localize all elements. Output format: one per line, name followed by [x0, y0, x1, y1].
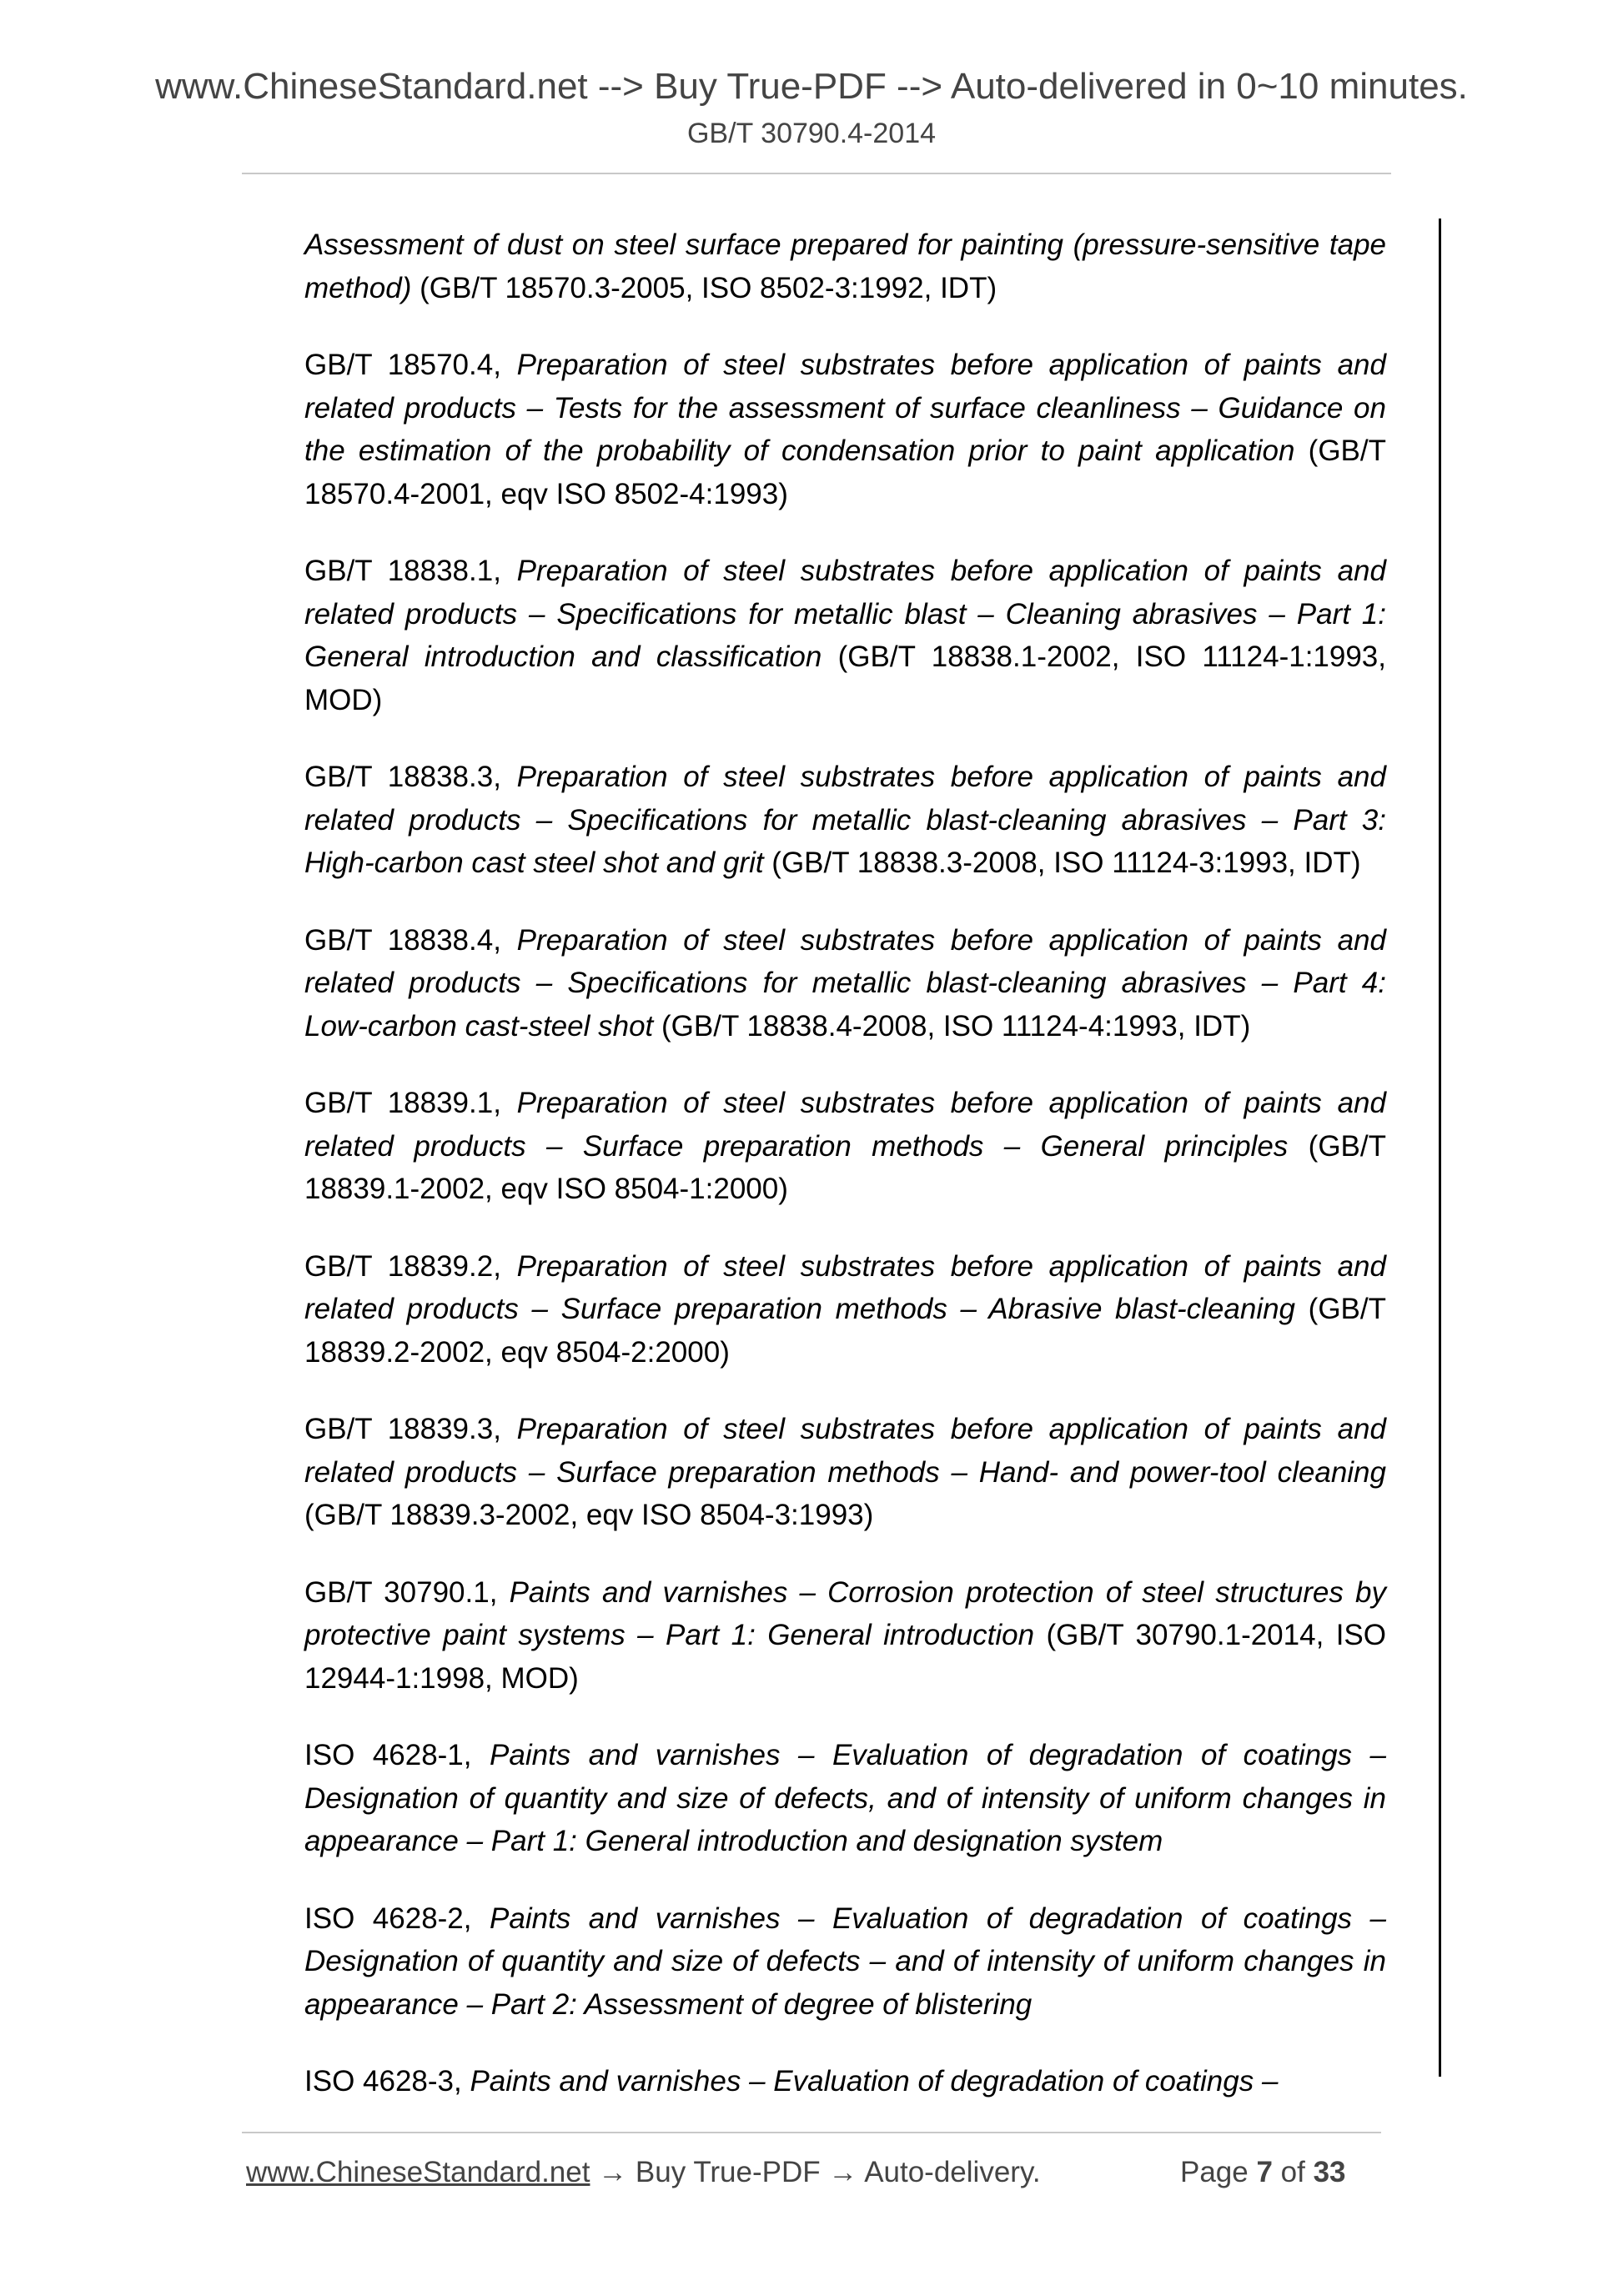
reference-title: Paints and varnishes – Corrosion protection of steel structures by protective paint systems – Part 1: General introduction [304, 1575, 1386, 1651]
reference-entry [304, 224, 1386, 309]
reference-code: GB/T 18838.3, [304, 761, 517, 793]
reference-title: Preparation of steel substrates before application of paints and related products – Specifications for metallic blast-cleaning abrasives – Part 4: Low-carbon cast-steel shot [304, 923, 1386, 1042]
reference-source: (GB/T 30790.1-2014, ISO 12944-1:1998, MOD) [304, 1619, 1386, 1695]
reference-title: Preparation of steel substrates before application of paints and related products – Surface preparation methods – General principles [304, 1087, 1386, 1163]
page-indicator [1180, 2154, 1346, 2191]
references-list [304, 224, 1386, 2138]
page-label: Page [1180, 2156, 1257, 2188]
reference-title: Preparation of steel substrates before application of paints and related products – Tests for the assessment of surface cleanliness – Guidance on the estimation of the probability of condensation prior to paint application [304, 349, 1386, 467]
reference-source: (GB/T 18839.3-2002, eqv ISO 8504-3:1993) [304, 1499, 874, 1531]
reference-title: Preparation of steel substrates before application of paints and related products – Specifications for metallic blast – Cleaning abrasives – Part 1: General introduction and classification [304, 555, 1386, 673]
auto-delivery-text: Auto-delivery. [864, 2156, 1041, 2188]
reference-title: Paints and varnishes – Evaluation of degradation of coatings – Designation of quantity and size of defects, and of intensity of uniform changes in appearance – Part 1: General introduction and designation system [304, 1739, 1386, 1857]
header-banner: www.ChineseStandard.net --> Buy True-PDF --> Auto-delivered in 0~10 minutes. [155, 66, 1468, 107]
reference-entry [304, 2060, 1386, 2103]
reference-entry [304, 1897, 1386, 2027]
reference-code: GB/T 30790.1, [304, 1575, 510, 1609]
reference-entry [304, 1245, 1386, 1374]
reference-entry [304, 1408, 1386, 1537]
reference-code: GB/T 18570.4, [304, 349, 517, 381]
reference-code: GB/T 18839.3, [304, 1413, 517, 1445]
footer-promo [246, 2154, 1041, 2191]
reference-entry [304, 1734, 1386, 1863]
site-link[interactable]: www.ChineseStandard.net [246, 2156, 590, 2188]
reference-code: ISO 4628-1, [304, 1739, 490, 1771]
reference-code: GB/T 18838.1, [304, 555, 517, 587]
reference-source: (GB/T 18570.3-2005, ISO 8502-3:1992, IDT) [411, 271, 997, 304]
reference-entry [304, 919, 1386, 1048]
reference-code: GB/T 18839.2, [304, 1249, 517, 1283]
reference-source: (GB/T 18838.1-2002, ISO 11124-1:1993, MOD) [304, 641, 1386, 716]
reference-entry [304, 1082, 1386, 1211]
reference-entry [304, 344, 1386, 515]
header-divider [242, 173, 1391, 174]
reference-entry [304, 756, 1386, 885]
current-page: 7 [1256, 2156, 1273, 2188]
reference-title: Paints and varnishes – Evaluation of degradation of coatings – [470, 2065, 1279, 2098]
reference-source: (GB/T 18838.4-2008, ISO 11124-4:1993, IDT) [653, 1009, 1251, 1042]
standard-number: GB/T 30790.4-2014 [686, 118, 937, 149]
reference-title: Assessment of dust on steel surface prepared for painting (pressure-sensitive tape method) [304, 229, 1386, 304]
reference-source: (GB/T 18570.4-2001, eqv ISO 8502-4:1993) [304, 435, 1386, 510]
reference-code: ISO 4628-3, [304, 2065, 470, 2098]
reference-entry [304, 550, 1386, 721]
reference-source: (GB/T 18839.2-2002, eqv 8504-2:2000) [304, 1293, 1386, 1369]
reference-title: Preparation of steel substrates before application of paints and related products – Surface preparation methods – Hand- and power-tool cleaning [304, 1413, 1386, 1489]
reference-title: Paints and varnishes – Evaluation of degradation of coatings – Designation of quantity and size of defects – and of intensity of uniform changes in appearance – Part 2: Assessment of degree of blistering [304, 1902, 1386, 2021]
footer-divider [242, 2132, 1381, 2133]
reference-entry [304, 1571, 1386, 1701]
reference-source: (GB/T 18839.1-2002, eqv ISO 8504-1:2000) [304, 1129, 1386, 1205]
arrow-icon: → [590, 2156, 636, 2188]
total-pages: 33 [1313, 2156, 1346, 2188]
arrow-icon: → [820, 2156, 865, 2188]
change-bar [1439, 219, 1441, 2077]
reference-code: ISO 4628-2, [304, 1902, 490, 1935]
buy-pdf-text: Buy True-PDF [635, 2156, 821, 2188]
of-label: of [1272, 2156, 1314, 2188]
reference-title: Preparation of steel substrates before application of paints and related products – Surface preparation methods – Abrasive blast-cleaning [304, 1249, 1386, 1325]
reference-source: (GB/T 18838.3-2008, ISO 11124-3:1993, IDT) [763, 847, 1361, 879]
reference-code: GB/T 18838.4, [304, 923, 517, 957]
reference-code: GB/T 18839.1, [304, 1087, 517, 1119]
reference-title: Preparation of steel substrates before application of paints and related products – Specifications for metallic blast-cleaning abrasives – Part 3: High-carbon cast steel shot and grit [304, 761, 1386, 879]
